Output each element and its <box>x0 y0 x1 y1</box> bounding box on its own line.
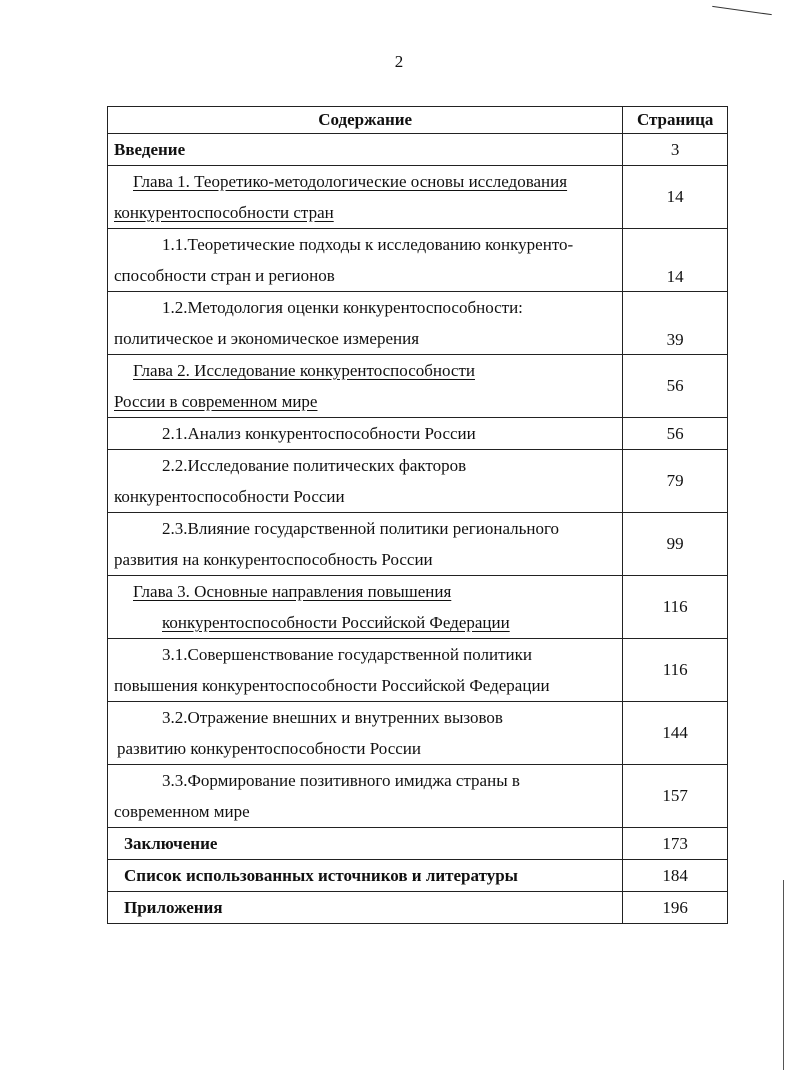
title-line: Введение <box>114 140 186 159</box>
row-title <box>108 828 623 860</box>
row-title <box>108 418 623 450</box>
title-line: конкурентоспособности Российской Федерации <box>162 613 510 632</box>
title-line: развитию конкурентоспособности России <box>117 739 421 758</box>
scan-mark <box>783 880 784 1070</box>
row-page: 157 <box>623 765 728 828</box>
row-page: 3 <box>623 134 728 166</box>
table-header-row <box>108 107 728 134</box>
row-title <box>108 639 623 702</box>
contents-table <box>107 106 728 924</box>
title-line: Глава 1. Теоретико-методологические основы исследования <box>133 172 568 191</box>
title-line: развития на конкурентоспособность России <box>114 550 433 569</box>
row-title <box>108 355 623 418</box>
row-title <box>108 450 623 513</box>
table-row <box>108 892 728 924</box>
title-line: Список использованных источников и литературы <box>124 866 518 885</box>
row-title <box>108 765 623 828</box>
table-row <box>108 292 728 355</box>
table-row <box>108 134 728 166</box>
title-line: повышения конкурентоспособности Российской Федерации <box>114 676 550 695</box>
row-page: 184 <box>623 860 728 892</box>
title-line: способности стран и регионов <box>114 266 335 285</box>
row-page: 173 <box>623 828 728 860</box>
row-title <box>108 134 623 166</box>
title-line: конкурентоспособности стран <box>114 203 334 222</box>
row-title <box>108 292 623 355</box>
row-page: 14 <box>623 229 728 292</box>
title-line: 1.2.Методология оценки конкурентоспособности: <box>162 298 523 317</box>
title-line: 2.2.Исследование политических факторов <box>162 456 467 475</box>
row-page: 99 <box>623 513 728 576</box>
title-line: Заключение <box>124 834 218 853</box>
row-title <box>108 166 623 229</box>
title-line: 2.1.Анализ конкурентоспособности России <box>162 424 476 443</box>
table-row <box>108 418 728 450</box>
title-line: политическое и экономическое измерения <box>114 329 420 348</box>
title-line: Глава 2. Исследование конкурентоспособности <box>133 361 475 380</box>
table-row <box>108 639 728 702</box>
table-row <box>108 702 728 765</box>
title-line: Глава 3. Основные направления повышения <box>133 582 452 601</box>
table-row <box>108 450 728 513</box>
table-row <box>108 229 728 292</box>
row-page: 39 <box>623 292 728 355</box>
title-line: 1.1.Теоретические подходы к исследованию конкуренто- <box>162 235 574 254</box>
row-title <box>108 892 623 924</box>
table-row <box>108 828 728 860</box>
row-page: 116 <box>623 576 728 639</box>
row-title <box>108 513 623 576</box>
title-line: 3.3.Формирование позитивного имиджа страны в <box>162 771 520 790</box>
title-line: России в современном мире <box>114 392 318 411</box>
table-row <box>108 765 728 828</box>
table-row <box>108 860 728 892</box>
scan-mark <box>712 6 772 15</box>
title-line: 2.3.Влияние государственной политики регионального <box>162 519 560 538</box>
row-title <box>108 702 623 765</box>
row-title <box>108 576 623 639</box>
row-page: 116 <box>623 639 728 702</box>
table-row <box>108 355 728 418</box>
row-title <box>108 229 623 292</box>
header-content: Содержание <box>108 107 623 134</box>
title-line: 3.2.Отражение внешних и внутренних вызовов <box>162 708 503 727</box>
row-title <box>108 860 623 892</box>
title-line: конкурентоспособности России <box>114 487 345 506</box>
table-row <box>108 513 728 576</box>
table-row <box>108 576 728 639</box>
page-number: 2 <box>394 52 404 71</box>
row-page: 56 <box>623 418 728 450</box>
title-line: Приложения <box>124 898 223 917</box>
row-page: 79 <box>623 450 728 513</box>
row-page: 14 <box>623 166 728 229</box>
title-line: современном мире <box>114 802 250 821</box>
row-page: 196 <box>623 892 728 924</box>
title-line: 3.1.Совершенствование государственной политики <box>162 645 533 664</box>
table-row <box>108 166 728 229</box>
row-page: 144 <box>623 702 728 765</box>
row-page: 56 <box>623 355 728 418</box>
header-page: Страница <box>623 107 728 134</box>
